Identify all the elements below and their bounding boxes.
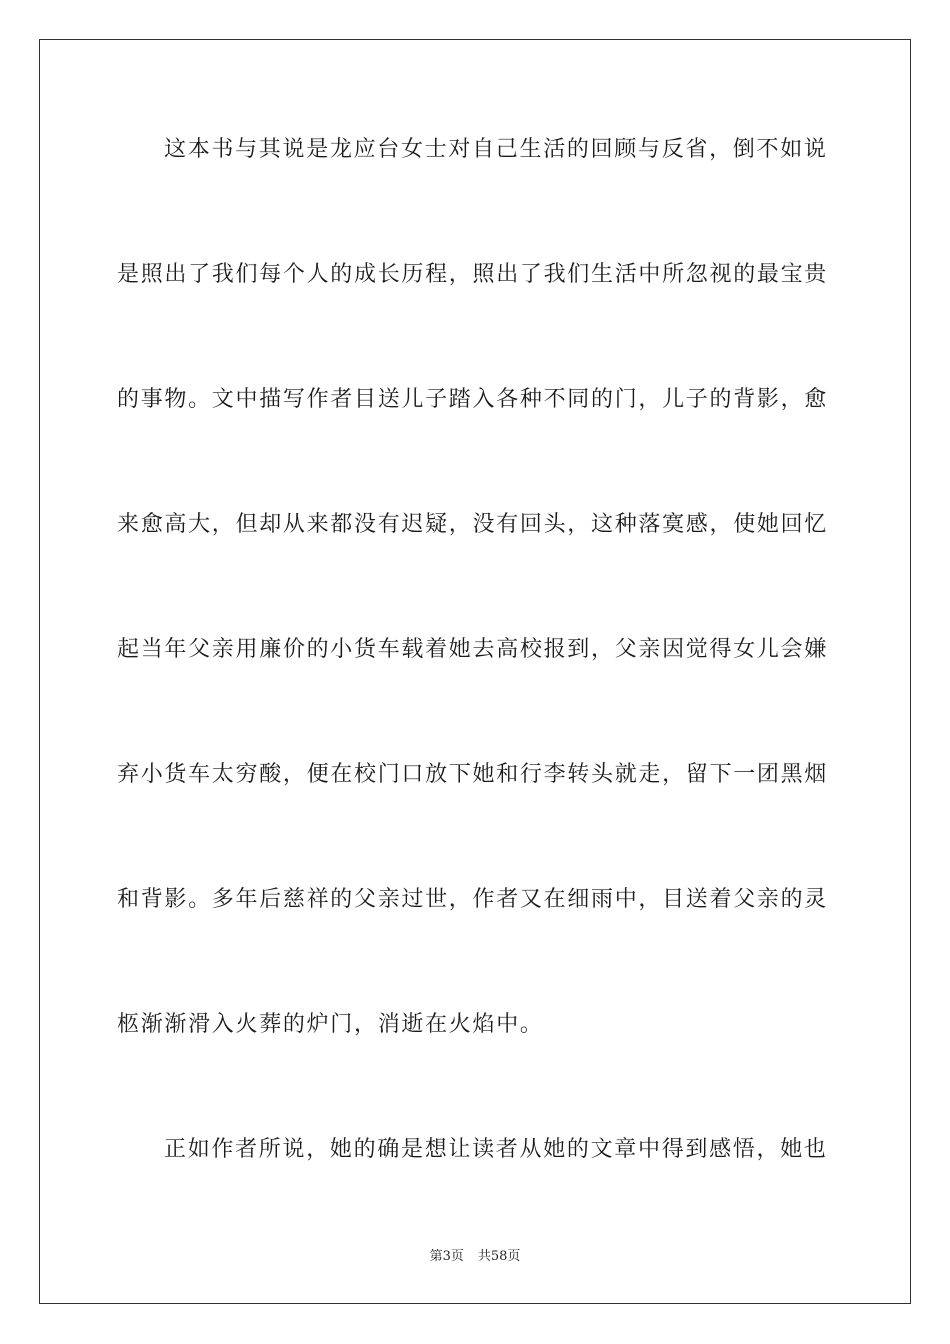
paragraph-line: 正如作者所说，她的确是想让读者从她的文章中得到感悟，她也 [164,1137,828,1162]
paragraph-line: 和背影。多年后慈祥的父亲过世，作者又在细雨中，目送着父亲的灵 [117,887,829,912]
paragraph-line: 的事物。文中描写作者目送儿子踏入各种不同的门，儿子的背影，愈 [117,387,829,412]
paragraph-line: 这本书与其说是龙应台女士对自己生活的回顾与反省，倒不如说 [164,137,828,162]
page-border [39,39,911,1304]
paragraph-line: 弃小货车太穷酸，便在校门口放下她和行李转头就走，留下一团黑烟 [117,762,829,787]
page-number: 第3页 [429,1249,464,1264]
paragraph-line: 来愈高大，但却从来都没有迟疑，没有回头，这种落寞感，使她回忆 [117,512,829,537]
paragraph-line: 起当年父亲用廉价的小货车载着她去高校报到，父亲因觉得女儿会嫌 [117,637,829,662]
paragraph-line: 柩渐渐滑入火葬的炉门，消逝在火焰中。 [117,1012,544,1037]
page-footer [0,1245,950,1264]
total-pages: 共58页 [477,1249,521,1264]
paragraph-line: 是照出了我们每个人的成长历程，照出了我们生活中所忽视的最宝贵 [117,262,829,287]
